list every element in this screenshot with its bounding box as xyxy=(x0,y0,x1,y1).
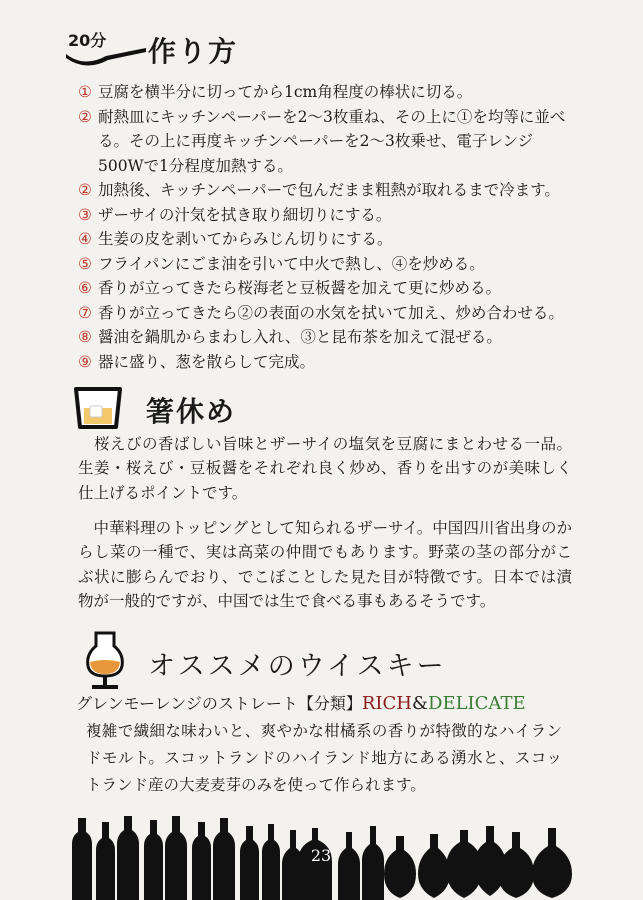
step-text: 醤油を鍋肌からまわし入れ、③と昆布茶を加えて混ぜる。 xyxy=(98,328,502,346)
step-item xyxy=(78,350,578,375)
step-item xyxy=(78,227,578,252)
step-text: 器に盛り、葱を散らして完成。 xyxy=(98,352,316,371)
whisky-header xyxy=(84,630,484,690)
step-item xyxy=(78,301,578,326)
whisky-title: オススメのウイスキー xyxy=(148,651,447,682)
step-text: 加熱後、キッチンペーパーで包んだまま粗熱が取れるまで冷ます。 xyxy=(98,181,560,199)
step-number: ④ xyxy=(78,230,92,248)
whisky-name: グレンモーレンジのストレート【分類】 xyxy=(76,694,362,713)
category-rich: RICH xyxy=(361,693,412,714)
step-number: ⑨ xyxy=(78,352,92,371)
step-number: ② xyxy=(78,181,92,199)
step-text: 耐熱皿にキッチンペーパーを2〜3枚重ね、その上に①を均等に並べる。その上に再度キッチンペーパーを2〜3枚乗せ、電子レンジ500Wで1分程度加熱する。 xyxy=(98,107,566,175)
whisky-description: 複雑で繊細な味わいと、爽やかな柑橘系の香りが特徴的なハイランドモルト。スコットランドのハイランド地方にある湧水と、スコットランド産の大麦麦芽のみを使って作られます。 xyxy=(86,722,562,794)
method-header xyxy=(64,28,364,74)
step-item xyxy=(78,276,578,301)
steps-list xyxy=(78,80,578,374)
step-number: ③ xyxy=(78,205,92,224)
step-number: ② xyxy=(78,107,92,126)
cooking-time-label: 20分 xyxy=(68,31,107,50)
step-text: フライパンにごま油を引いて中火で熱し、④を炒める。 xyxy=(98,254,485,273)
step-number: ⑥ xyxy=(78,279,92,297)
page-number: 23 xyxy=(310,846,332,865)
category-delicate: DELICATE xyxy=(428,693,526,714)
step-text: 香りが立ってきたら桜海老と豆板醤を加えて更に炒める。 xyxy=(98,279,502,297)
side-dish-header xyxy=(72,386,372,434)
side-dish-paragraph-1: 桜えびの香ばしい旨味とザーサイの塩気を豆腐にまとわせる一品。生姜・桜えび・豆板醤をそれぞれ良く炒め、香りを出すのが美味しく仕上げるポイントです。 xyxy=(78,435,572,502)
step-text: 香りが立ってきたら②の表面の水気を拭いて加え、炒め合わせる。 xyxy=(98,303,564,322)
step-number: ⑦ xyxy=(78,303,92,322)
frying-pan-icon xyxy=(64,44,148,70)
tasting-glass-icon xyxy=(84,630,128,692)
step-text: ザーサイの汁気を拭き取り細切りにする。 xyxy=(98,205,392,224)
rocks-glass-icon xyxy=(72,386,124,430)
step-item xyxy=(78,252,578,277)
side-dish-title: 箸休め xyxy=(146,395,237,428)
side-dish-paragraph-2: 中華料理のトッピングとして知られるザーサイ。中国四川省出身のからし菜の一種で、実は高菜の仲間でもあります。野菜の茎の部分がこぶ状に膨らんでおり、でこぼことした見た目が特徴です。日本では漬物が一般的ですが、中国では生で食べる事もあるそうです。 xyxy=(78,519,572,610)
method-title: 作り方 xyxy=(148,35,239,68)
category-ampersand: & xyxy=(411,693,429,714)
step-item xyxy=(78,105,578,179)
step-item xyxy=(78,178,578,203)
step-item xyxy=(78,325,578,350)
step-number: ⑧ xyxy=(78,328,92,346)
step-item xyxy=(78,203,578,228)
step-text: 豆腐を横半分に切ってから1cm角程度の棒状に切る。 xyxy=(98,83,473,101)
step-text: 生姜の皮を剥いてからみじん切りにする。 xyxy=(98,230,393,248)
step-number: ① xyxy=(78,83,92,101)
step-item xyxy=(78,80,578,105)
whisky-recommendation xyxy=(76,692,596,716)
step-number: ⑤ xyxy=(78,254,92,273)
